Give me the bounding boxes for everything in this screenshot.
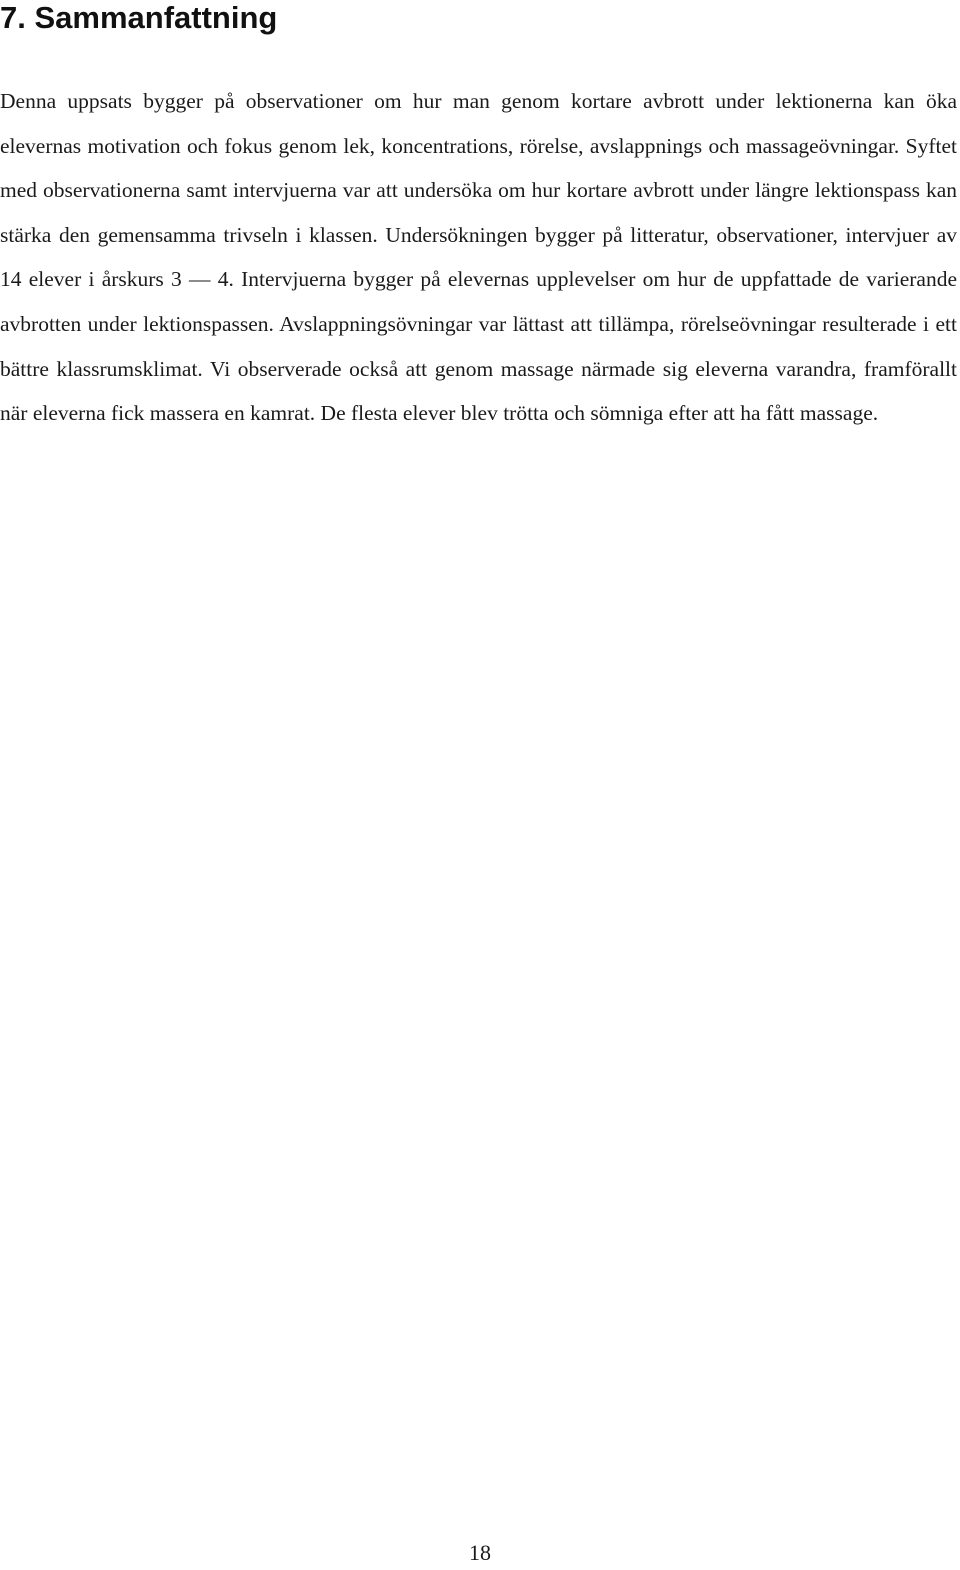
page-number: 18 <box>469 1540 491 1565</box>
summary-paragraph: Denna uppsats bygger på observationer om hur man genom kortare avbrott under lektionerna kan öka elevernas motivation och fokus genom lek, koncentrations, rörelse, avslappnings och massageövningar. Syftet med observationerna samt intervjuerna var att undersöka om hur kortare avbrott under längre lektionspass kan stärka den gemensamma trivseln i klassen. Undersökningen bygger på litteratur, observationer, intervjuer av 14 elever i årskurs 3 — 4. Intervjuerna bygger på elevernas upplevelser om hur de uppfattade de varierande avbrotten under lektionspassen. Avslappningsövningar var lättast att tillämpa, rörelseövningar resulterade i ett bättre klassrumsklimat. Vi observerade också att genom massage närmade sig eleverna varandra, framförallt när eleverna fick massera en kamrat. De flesta elever blev trötta och sömniga efter att ha fått massage. <box>0 89 957 426</box>
section-heading: 7. Sammanfattning <box>0 0 278 35</box>
